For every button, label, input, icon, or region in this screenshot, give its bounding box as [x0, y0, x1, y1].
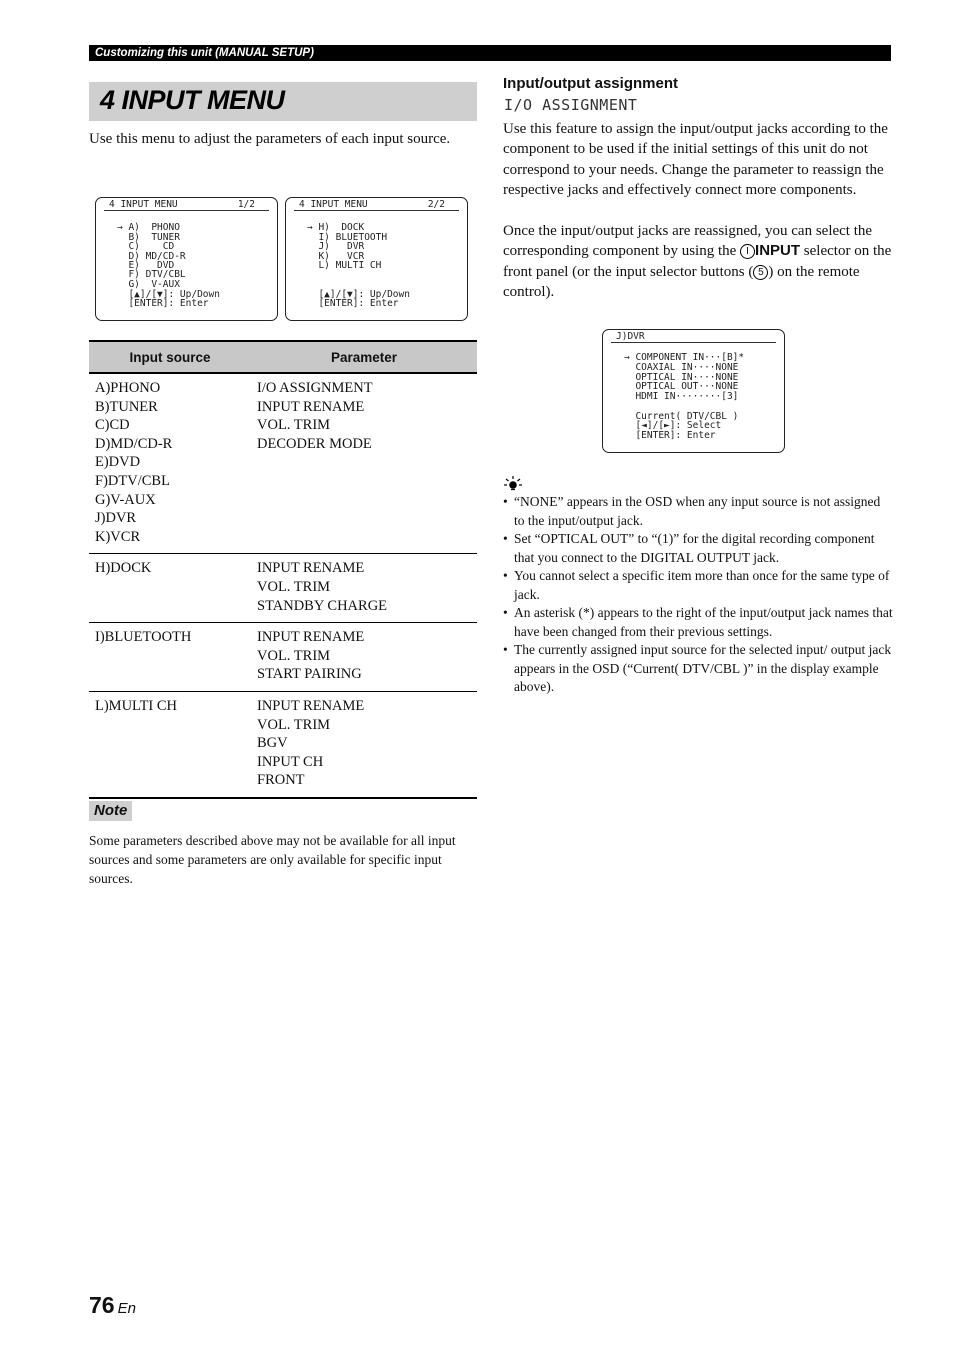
column-header-parameter: Parameter	[251, 341, 477, 373]
language-code: En	[117, 1300, 136, 1317]
para-text: selector on the front panel (or the input selector buttons (	[503, 243, 892, 280]
list-item: • “NONE” appears in the OSD when any input source is not assigned to the input/output jack.	[503, 493, 893, 530]
osd-line: I) BLUETOOTH	[307, 232, 388, 243]
table-row	[89, 623, 477, 692]
column-header-input-source: Input source	[89, 341, 251, 373]
note-label: Note	[89, 801, 132, 821]
table-row	[89, 554, 477, 623]
source-cell: H)DOCK	[95, 560, 152, 577]
ref-circle-I: I	[740, 244, 755, 259]
osd-title: J)DVR	[616, 331, 645, 342]
input-selector-name: INPUT	[755, 242, 801, 260]
ref-circle-5: 5	[753, 265, 768, 280]
osd-divider	[104, 210, 269, 211]
osd-line: → H) DOCK	[307, 222, 365, 233]
note-text: Some parameters described above may not be available for all input sources and some parameters are only available for specific input sources.	[89, 833, 456, 886]
osd-divider	[294, 210, 459, 211]
osd-line: [ENTER]: Enter	[624, 430, 716, 441]
osd-line: HDMI IN········[3]	[624, 391, 739, 402]
para-text: Once the input/output jacks are reassigned, you can select the corresponding component by using the	[503, 223, 873, 260]
list-item: • An asterisk (*) appears to the right of the input/output jack names that have been changed from their previous settings.	[503, 604, 893, 641]
page-footer	[89, 1292, 136, 1319]
title-box	[89, 82, 477, 121]
table-row	[89, 691, 477, 797]
osd-line: Current( DTV/CBL )	[624, 411, 739, 422]
parameter-cell: I/O ASSIGNMENT INPUT RENAME VOL. TRIM DECODER MODE	[257, 380, 373, 452]
osd-display-input-menu-1	[95, 197, 278, 321]
osd-line: D) MD/CD-R	[117, 251, 186, 262]
parameter-cell: INPUT RENAME VOL. TRIM STANDBY CHARGE	[257, 560, 388, 614]
osd-title: 4 INPUT MENU	[109, 199, 178, 210]
osd-line: K) VCR	[307, 251, 365, 262]
osd-line: OPTICAL OUT···NONE	[624, 381, 739, 392]
intro-text: Use this menu to adjust the parameters of each input source.	[89, 131, 451, 147]
osd-line: [ENTER]: Enter	[117, 298, 209, 309]
osd-line: L) MULTI CH	[307, 260, 382, 271]
section-header-bar	[89, 45, 891, 61]
section-heading-io-assignment: Input/output assignment	[503, 75, 678, 92]
osd-title: 4 INPUT MENU	[299, 199, 368, 210]
osd-display-io-assignment	[602, 329, 785, 453]
osd-line: [ENTER]: Enter	[307, 298, 399, 309]
osd-line: → COMPONENT IN···[B]*	[624, 352, 745, 363]
osd-page: 2/2	[427, 199, 445, 210]
source-cell: I)BLUETOOTH	[95, 629, 192, 646]
source-cell: L)MULTI CH	[95, 697, 178, 714]
table-header-row	[89, 341, 477, 373]
parameter-cell: INPUT RENAME VOL. TRIM START PAIRING	[257, 629, 365, 683]
osd-line: C) CD	[117, 241, 175, 252]
page-title: 4 INPUT MENU	[100, 85, 285, 115]
io-paragraph-2	[503, 221, 893, 303]
osd-line: [◄]/[►]: Select	[624, 420, 722, 431]
list-item: • Set “OPTICAL OUT” to “(1)” for the digital recording component that you connect to the DIGITAL OUTPUT jack.	[503, 530, 893, 567]
osd-line: F) DTV/CBL	[117, 269, 186, 280]
io-paragraph-1: Use this feature to assign the input/output jacks according to the component to be used if the initial settings of this unit do not correspond to your needs. Change the parameter to reassign the respective jacks and effectively connect more components.	[503, 121, 888, 199]
page-number: 76	[89, 1292, 115, 1318]
osd-display-input-menu-2	[285, 197, 468, 321]
osd-page: 1/2	[237, 199, 255, 210]
parameter-table	[89, 340, 477, 799]
osd-line: G) V-AUX	[117, 279, 180, 290]
osd-line: [▲]/[▼]: Up/Down	[117, 289, 220, 300]
source-cell: A)PHONO B)TUNER C)CD D)MD/CD-R E)DVD F)DTV/CBL G)V-AUX J)DVR K)VCR	[95, 380, 173, 545]
osd-label-io-assignment: I/O ASSIGNMENT	[504, 96, 638, 114]
osd-line: [▲]/[▼]: Up/Down	[307, 289, 410, 300]
osd-line: E) DVD	[117, 260, 175, 271]
osd-line: OPTICAL IN····NONE	[624, 372, 739, 383]
para-text: ) on the remote control).	[503, 263, 860, 301]
osd-line: → A) PHONO	[117, 222, 180, 233]
tips-list	[503, 493, 893, 697]
section-header-text: Customizing this unit (MANUAL SETUP)	[95, 47, 314, 59]
osd-divider	[611, 342, 776, 343]
osd-line: COAXIAL IN····NONE	[624, 362, 739, 373]
parameter-cell: INPUT RENAME VOL. TRIM BGV INPUT CH FRONT	[257, 697, 365, 789]
osd-line: B) TUNER	[117, 232, 180, 243]
list-item: • The currently assigned input source for the selected input/ output jack appears in the OSD (“Current( DTV/CBL )” in the display example above).	[503, 641, 893, 697]
list-item: • You cannot select a specific item more than once for the same type of jack.	[503, 567, 893, 604]
table-row	[89, 373, 477, 554]
osd-line: J) DVR	[307, 241, 365, 252]
